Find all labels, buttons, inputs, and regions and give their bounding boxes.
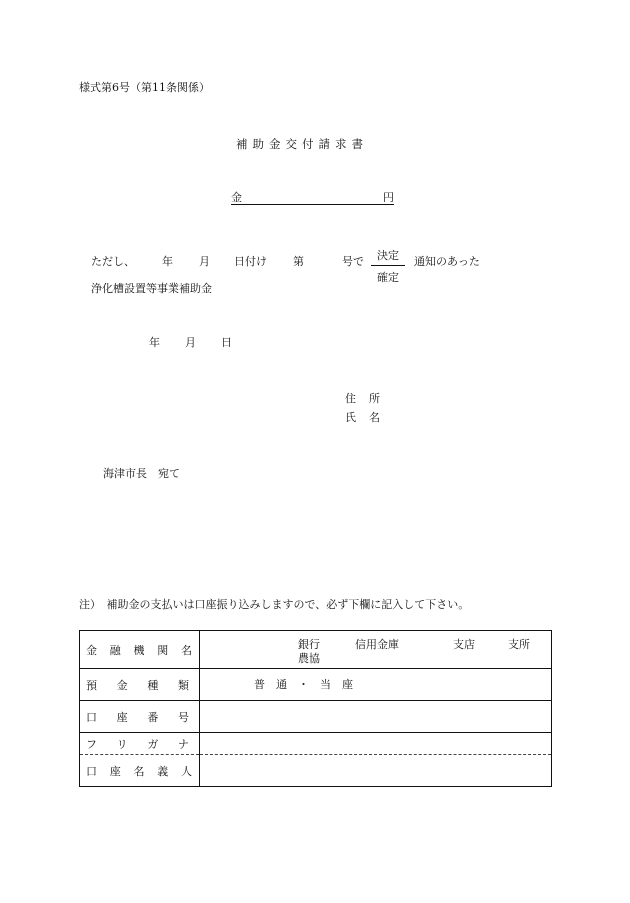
amount-underline <box>231 204 394 205</box>
title-char: 助 <box>252 137 269 151</box>
title-char: 付 <box>302 137 319 151</box>
statement-year: 年 <box>162 255 173 268</box>
credit-union-label: 信用金庫 <box>355 638 399 651</box>
label-char: 金 <box>116 678 128 692</box>
title-char: 求 <box>335 137 352 151</box>
deposit-type-value-cell[interactable] <box>200 669 552 701</box>
title-char: 請 <box>318 137 335 151</box>
label-char: 義 <box>157 764 169 778</box>
subsidy-name: 浄化槽設置等事業補助金 <box>91 282 212 295</box>
label-char: 名 <box>369 411 380 424</box>
amount-prefix: 金 <box>231 191 242 204</box>
statement-go: 号で <box>342 255 364 268</box>
label-char: ナ <box>177 737 189 751</box>
date-year: 年 <box>149 336 160 349</box>
label-char: ガ <box>147 737 159 751</box>
label-char: 融 <box>109 643 121 657</box>
table-row <box>80 631 552 669</box>
label-char: 名 <box>133 764 145 778</box>
date-day: 日 <box>221 336 232 349</box>
label-char: 種 <box>147 678 159 692</box>
statement-dai: 第 <box>293 255 304 268</box>
account-holder-label-cell <box>80 755 200 787</box>
label-char: 番 <box>147 710 159 724</box>
amount-suffix: 円 <box>383 191 394 204</box>
account-number-value-cell[interactable] <box>200 701 552 733</box>
label-char: 口 <box>86 764 97 778</box>
label-char: 機 <box>133 643 145 657</box>
account-holder-value-cell[interactable] <box>200 755 552 787</box>
label-char: 名 <box>181 643 192 657</box>
bank-label: 銀行 <box>298 638 320 651</box>
deposit-type-label-cell <box>80 669 200 701</box>
title-char: 書 <box>351 137 368 151</box>
form-number: 様式第6号（第11条関係） <box>79 81 210 94</box>
statement-notified: 通知のあった <box>414 255 480 268</box>
table-row <box>80 755 552 787</box>
label-char: 類 <box>177 678 189 692</box>
table-row <box>80 701 552 733</box>
payment-note: 注） 補助金の支払いは口座振り込みしますので、必ず下欄に記入して下さい。 <box>79 598 470 611</box>
label-char: 座 <box>109 764 121 778</box>
fraction-top: 決定 <box>377 249 399 262</box>
title-char: 補 <box>236 137 253 151</box>
title-char: 交 <box>285 137 302 151</box>
statement-month: 月 <box>199 255 210 268</box>
bank-account-table <box>79 630 552 787</box>
furigana-label-cell <box>80 733 200 755</box>
label-char: 預 <box>86 678 97 692</box>
date-month: 月 <box>185 336 196 349</box>
address-label <box>345 393 380 404</box>
label-char: 人 <box>181 764 192 778</box>
deposit-type-options: 普 通 ・ 当 座 <box>254 678 353 691</box>
statement-prefix: ただし、 <box>91 255 135 268</box>
label-char: 金 <box>86 643 97 657</box>
decision-fraction <box>369 247 407 285</box>
furigana-value-cell[interactable] <box>200 733 552 755</box>
label-char: 口 <box>86 710 97 724</box>
label-char: フ <box>86 737 97 751</box>
name-label <box>345 412 380 423</box>
account-number-label-cell <box>80 701 200 733</box>
label-char: 所 <box>369 392 380 405</box>
statement-dated: 日付け <box>234 255 267 268</box>
table-row <box>80 733 552 755</box>
institution-label-cell <box>80 631 200 669</box>
fraction-bottom: 確定 <box>377 271 399 284</box>
label-char: 号 <box>177 710 189 724</box>
office-label: 支所 <box>508 638 530 651</box>
addressee: 海津市長 宛て <box>103 467 180 480</box>
label-char: 氏 <box>345 411 356 424</box>
label-char: 関 <box>157 643 169 657</box>
label-char: 座 <box>116 710 128 724</box>
title-char: 金 <box>269 137 286 151</box>
label-char: リ <box>116 737 128 751</box>
branch-label: 支店 <box>453 638 475 651</box>
institution-value-cell[interactable] <box>200 631 552 669</box>
agri-coop-label: 農協 <box>298 652 320 665</box>
document-title <box>236 139 368 151</box>
table-row <box>80 669 552 701</box>
label-char: 住 <box>345 392 356 405</box>
